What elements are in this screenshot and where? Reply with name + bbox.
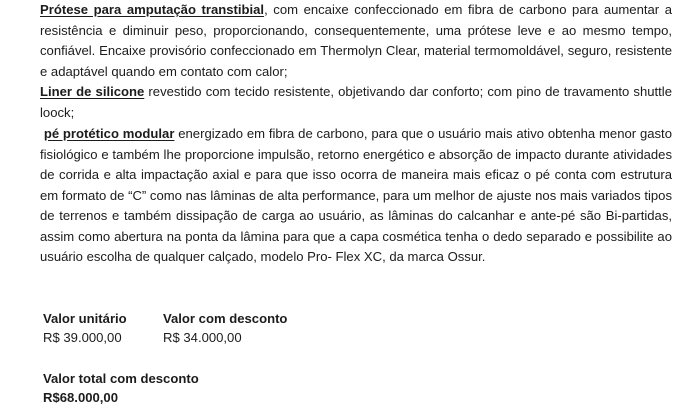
paragraph-liner: [40, 82, 672, 123]
unit-price-block: [43, 309, 127, 347]
discount-price-value: R$ 34.000,00: [163, 330, 242, 345]
total-price-block: [43, 369, 199, 407]
paragraph-prosthesis-text: , com encaixe confeccionado em fibra de carbono para aumentar a resistência e diminuir peso, proporcionando, consequentemente, uma prótese leve e ao mesmo tempo, confiável. Encaixe provisório confeccionado em Thermolyn Clear, material termomoldável, seguro, resistente e adaptável quando em contato com calor;: [40, 2, 672, 79]
paragraph-prosthesis: [40, 0, 672, 82]
unit-price-value: R$ 39.000,00: [43, 330, 122, 345]
unit-price-label: Valor unitário: [43, 311, 127, 326]
paragraph-foot: [40, 124, 672, 268]
term-foot: pé protético modular: [43, 126, 175, 141]
term-prosthesis: Prótese para amputação transtibial: [40, 2, 265, 17]
total-price-label: Valor total com desconto: [43, 371, 199, 386]
discount-price-label: Valor com desconto: [163, 311, 288, 326]
paragraph-liner-text: revestido com tecido resistente, objetivando dar conforto; com pino de travamento shuttle loock;: [40, 84, 673, 120]
paragraph-foot-text: energizado em fibra de carbono, para que o usuário mais ativo obtenha menor gasto fisiológico e também lhe proporcione impulsão, retorno energético e absorção de impacto durante atividades de corrida e alta impactação axial e para que isso ocorra de maneira mais eficaz o pé conta com estrutura em formato de “C” como nas lâminas de alta performance, para um melhor de ajuste nos mais variados tipos de terrenos e também dissipação de carga ao usuário, as lâminas do calcanhar e ante-pé são Bi-partidas, assim como abertura na ponta da lâmina para que a capa cosmética tenha o dedo separado e possibilite ao usuário escolha de qualquer calçado, modelo Pro- Flex XC, da marca Ossur.: [40, 126, 672, 264]
total-price-value: R$68.000,00: [43, 390, 118, 405]
term-liner: Liner de silicone: [40, 84, 145, 99]
discount-price-block: [163, 309, 287, 347]
